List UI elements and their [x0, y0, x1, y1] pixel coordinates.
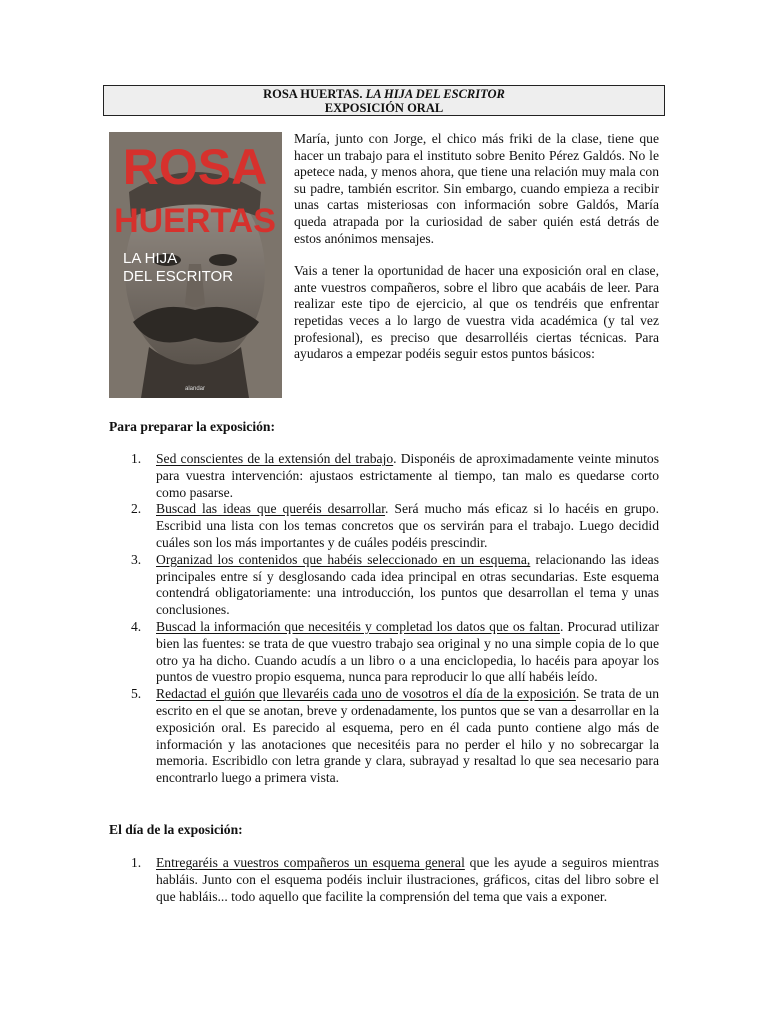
cover-publisher: alandar — [184, 386, 206, 392]
intro-paragraph-2: Vais a tener la oportunidad de hacer una exposición oral en clase, ante vuestros compañeros, sobre el libro que acabáis de leer. Para realizar este tipo de ejercicio, al que os tendréis que enfrentar repetidas veces a lo largo de vuestra vida académica (y tal vez profesional), es preciso que desarrolléis ciertas técnicas. Para ayudaros a empezar podéis seguir estos puntos básicos: — [294, 263, 659, 362]
item-key-phrase: Entregaréis a vuestros compañeros un esquema general — [156, 855, 465, 870]
list-item — [109, 451, 659, 501]
book-cover-illustration — [109, 132, 282, 398]
item-number: 1. — [131, 855, 142, 870]
header-author: ROSA HUERTAS. — [263, 87, 363, 101]
list-item — [109, 552, 659, 619]
item-text: . Será mucho más eficaz si lo hacéis en grupo. Escribid una lista con los temas concretos que os servirán para el trabajo. Luego decidid cuáles son los más importantes y de cuáles podéis prescindir. — [156, 501, 659, 550]
cover-author-line2: HUERTAS — [114, 202, 276, 240]
list-item — [109, 501, 659, 551]
intro-paragraph-1: María, junto con Jorge, el chico más friki de la clase, tiene que hacer un trabajo para el instituto sobre Benito Pérez Galdós. No le apetece nada, y menos ahora, que tiene una relación muy mala con su padre, también escritor. Sin embargo, cuando empieza a recibir unas cartas misteriosas con información sobre Galdós, María queda atrapada por la curiosidad de saber quién está detrás de estos anónimos mensajes. — [294, 131, 659, 246]
title-box — [103, 85, 665, 116]
intro-text — [294, 131, 659, 379]
section2-heading: El día de la exposición: — [109, 822, 243, 837]
item-key-phrase: Redactad el guión que llevaréis cada uno de vosotros el día de la exposición — [156, 686, 576, 702]
header-book-title: LA HIJA DEL ESCRITOR — [365, 87, 505, 101]
item-key-phrase: Buscad las ideas que queréis desarrollar — [156, 501, 386, 517]
item-key-phrase: Buscad la información que necesitéis y completad los datos que os faltan — [156, 618, 560, 634]
book-cover — [109, 132, 282, 398]
cover-author-line1: ROSA — [122, 139, 268, 195]
title-line — [104, 87, 664, 101]
item-number: 4. — [131, 618, 142, 634]
section1-heading: Para preparar la exposición: — [109, 419, 276, 434]
cover-title-line1: LA HIJA — [123, 250, 178, 267]
item-text: . Se trata de un escrito en el que se anotan, breve y ordenadamente, los puntos que se van a desarrollar en la exposición oral. Es parecido al esquema, pero en él cada punto contiene algo más de información y las anotaciones que necesitéis para no perder el hilo y no sobrecargar la memoria. Escribidlo con letra grande y clara, subrayad y resaltad lo que sea necesario para encontrarlo luego a primera vista. — [156, 686, 659, 786]
list-item — [109, 619, 659, 686]
item-number: 1. — [131, 451, 142, 466]
cover-title-line2: DEL ESCRITOR — [123, 268, 234, 285]
item-number: 2. — [131, 501, 142, 517]
item-text: relacionando las ideas principales entre sí y desglosando cada idea principal en otras secundarias. Este esquema contendrá obligatoriamente: una introducción, los puntos que desarrollan el tema y unas conclusiones. — [156, 551, 659, 618]
item-number: 3. — [131, 551, 142, 567]
preparation-list — [109, 451, 659, 787]
item-key-phrase: Organizad los contenidos que habéis seleccionado en un esquema, — [156, 551, 531, 567]
list-item — [109, 686, 659, 787]
item-number: 5. — [131, 686, 142, 702]
item-text: que les ayude a seguiros mientras habláis. Junto con el esquema podéis incluir ilustraciones, gráficos, citas del libro sobre el que habláis... todo aquello que facilite la comprensión del tema que vais a exponer. — [156, 855, 659, 904]
item-text: . Procurad utilizar bien las fuentes: se trata de que vuestro trabajo sea original y no una simple copia de lo que otro ya ha dicho. Cuando acudís a un libro o a una enciclopedia, lo hacéis para apoyar los puntos de vuestro propio esquema, nunca para reproducir lo que allí habéis leído. — [156, 618, 660, 685]
presentation-day-list — [109, 855, 659, 905]
item-key-phrase: Sed conscientes de la extensión del trabajo — [156, 451, 394, 466]
item-text: . Disponéis de aproximadamente veinte minutos para vuestra intervención: ajustaos estrictamente al tiempo, tan malo es quedarse corto como pasarse. — [156, 451, 660, 500]
header-subtitle: EXPOSICIÓN ORAL — [324, 101, 444, 115]
list-item — [109, 855, 659, 905]
